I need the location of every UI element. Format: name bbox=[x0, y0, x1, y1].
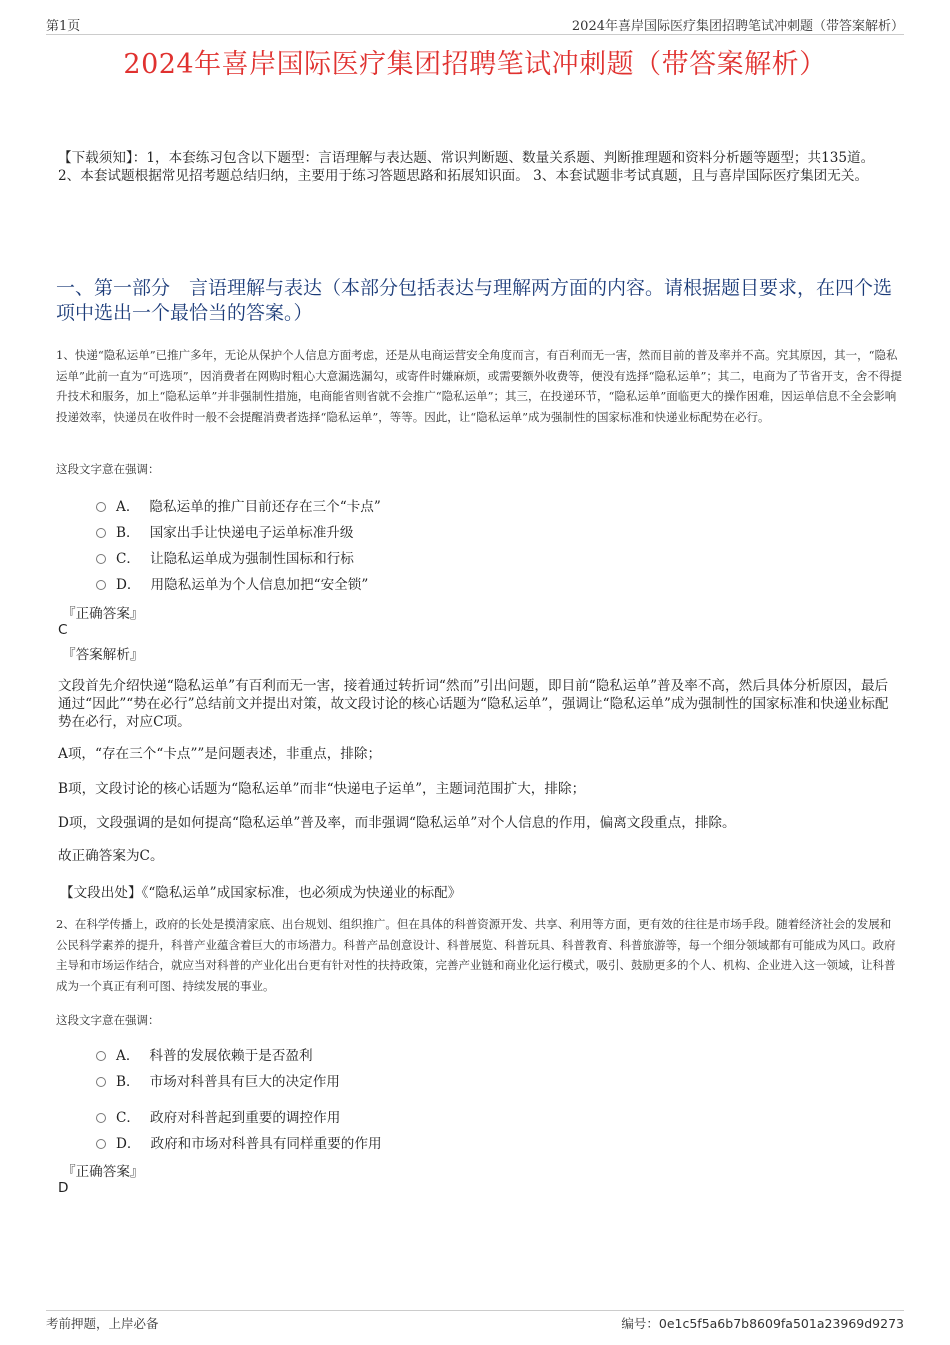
option-label: A． bbox=[116, 499, 140, 515]
option-label: C． bbox=[116, 551, 140, 567]
page-header bbox=[46, 14, 904, 35]
q1-analysis-paragraph: 文段首先介绍快递“隐私运单”有百利而无一害，接着通过转折词“然而”引出问题，即目前“隐私运单”普及率不高，然后具体分析原因，最后通过“因此”“势在必行”总结前文并提出对策，故文段讨论的核心话题为“隐私运单”，强调让“隐私运单”成为强制性的国家标准和快递业标配势在必行，对应C项。 bbox=[58, 678, 889, 730]
option-label: D． bbox=[116, 1136, 141, 1152]
footer-slogan: 考前押题，上岸必备 bbox=[46, 1316, 159, 1331]
q2-option-a[interactable] bbox=[96, 1041, 340, 1067]
radio-icon[interactable] bbox=[96, 580, 106, 590]
question-2-options-ab bbox=[96, 1041, 340, 1093]
option-text: 科普的发展依赖于是否盈利 bbox=[149, 1048, 313, 1064]
q1-option-b[interactable] bbox=[96, 518, 381, 544]
radio-icon[interactable] bbox=[96, 554, 106, 564]
q1-option-c[interactable] bbox=[96, 544, 381, 570]
q1-option-a[interactable] bbox=[96, 492, 381, 518]
page-footer bbox=[46, 1310, 904, 1331]
q2-option-c[interactable] bbox=[96, 1103, 382, 1129]
option-label: A． bbox=[116, 1048, 140, 1064]
footer-code-value: 0e1c5f5a6b7b8609fa501a23969d9273 bbox=[658, 1316, 904, 1331]
q1-answer-label: 『正确答案』 bbox=[62, 606, 144, 622]
question-1-prompt: 这段文字意在强调： bbox=[56, 462, 160, 476]
q1-option-d[interactable] bbox=[96, 570, 381, 596]
option-label: C． bbox=[116, 1110, 140, 1126]
download-notice: 【下载须知】：1，本套练习包含以下题型：言语理解与表达题、常识判断题、数量关系题、判断推理题和资料分析题等题型；共135道。 2、本套试题根据常见招考题总结归纳，主要用于练习答题思路和拓展知识面。 3、本套试题非考试真题，且与喜岸国际医疗集团无关。 bbox=[58, 150, 875, 184]
q2-answer-label: 『正确答案』 bbox=[62, 1164, 144, 1180]
q2-option-b[interactable] bbox=[96, 1067, 340, 1093]
question-2-options-cd bbox=[96, 1103, 382, 1155]
question-2-prompt: 这段文字意在强调： bbox=[56, 1013, 160, 1027]
q1-analysis-conclusion: 故正确答案为C。 bbox=[58, 848, 164, 864]
option-text: 政府对科普起到重要的调控作用 bbox=[150, 1110, 341, 1126]
question-2-text: 2、在科学传播上，政府的长处是摸清家底、出台规划、组织推广。但在具体的科普资源开发、共享、利用等方面，更有效的往往是市场手段。随着经济社会的发展和公民科学素养的提升，科普产业蕴含着巨大的市场潜力。科普产品创意设计、科普展览、科普玩具、科普教育、科普旅游等，每一个细分领域都有可能成为风口。政府主导和市场运作结合，就应当对科普的产业化出台更有针对性的扶持政策，完善产业链和商业化运行模式，吸引、鼓励更多的个人、机构、企业进入这一领域，让科普成为一个真正有利可图、持续发展的事业。 bbox=[56, 917, 896, 993]
option-label: D． bbox=[116, 577, 141, 593]
q1-source: 【文段出处】《“隐私运单”成国家标准，也必须成为快递业的标配》 bbox=[60, 885, 462, 901]
radio-icon[interactable] bbox=[96, 528, 106, 538]
radio-icon[interactable] bbox=[96, 1077, 106, 1087]
q1-answer: C bbox=[58, 622, 68, 638]
option-label: B． bbox=[116, 525, 140, 541]
q1-analysis-b: B项，文段讨论的核心话题为“隐私运单”而非“快递电子运单”，主题词范围扩大，排除； bbox=[58, 781, 586, 797]
option-text: 让隐私运单成为强制性国标和行标 bbox=[150, 551, 354, 567]
option-text: 用隐私运单为个人信息加把“安全锁” bbox=[150, 577, 369, 593]
page-number: 第1页 bbox=[46, 19, 81, 34]
question-1-text: 1、快递“隐私运单”已推广多年，无论从保护个人信息方面考虑，还是从电商运营安全角度而言，有百利而无一害，然而目前的普及率并不高。究其原因，其一，“隐私运单”此前一直为“可选项”，因消费者在网购时粗心大意漏选漏勾，或寄件时嫌麻烦，或需要额外收费等，便没有选择“隐私运单”；其二，电商为了节省开支，舍不得提升技术和服务，加上“隐私运单”并非强制性措施，电商能省则省就不会推广“隐私运单”；其三，在投递环节，“隐私运单”面临更大的操作困难，因运单信息不全会影响投递效率，快递员在收件时一般不会提醒消费者选择“隐私运单”，等等。因此，让“隐私运单”成为强制性的国家标准和快递业标配势在必行。 bbox=[56, 348, 902, 424]
header-doc-title: 2024年喜岸国际医疗集团招聘笔试冲刺题（带答案解析） bbox=[571, 19, 904, 34]
option-text: 市场对科普具有巨大的决定作用 bbox=[149, 1074, 340, 1090]
section-heading: 一、第一部分 言语理解与表达（本部分包括表达与理解两方面的内容。请根据题目要求，在四个选项中选出一个最恰当的答案。） bbox=[56, 277, 893, 324]
q1-analysis-d: D项，文段强调的是如何提高“隐私运单”普及率，而非强调“隐私运单”对个人信息的作用，偏离文段重点，排除。 bbox=[58, 815, 736, 831]
option-text: 政府和市场对科普具有同样重要的作用 bbox=[150, 1136, 382, 1152]
radio-icon[interactable] bbox=[96, 502, 106, 512]
q1-analysis-label: 『答案解析』 bbox=[62, 647, 144, 663]
question-1-options bbox=[96, 492, 381, 596]
q1-analysis-a: A项，“存在三个“卡点””是问题表述，非重点，排除； bbox=[58, 746, 382, 762]
radio-icon[interactable] bbox=[96, 1113, 106, 1123]
q2-answer: D bbox=[58, 1180, 69, 1196]
option-text: 隐私运单的推广目前还存在三个“卡点” bbox=[149, 499, 381, 515]
document-title: 2024年喜岸国际医疗集团招聘笔试冲刺题（带答案解析） bbox=[123, 49, 827, 80]
option-text: 国家出手让快递电子运单标准升级 bbox=[149, 525, 354, 541]
option-label: B． bbox=[116, 1074, 140, 1090]
q2-option-d[interactable] bbox=[96, 1129, 382, 1155]
radio-icon[interactable] bbox=[96, 1139, 106, 1149]
radio-icon[interactable] bbox=[96, 1051, 106, 1061]
footer-code-label: 编号： bbox=[621, 1316, 659, 1331]
footer-code bbox=[621, 1314, 904, 1332]
